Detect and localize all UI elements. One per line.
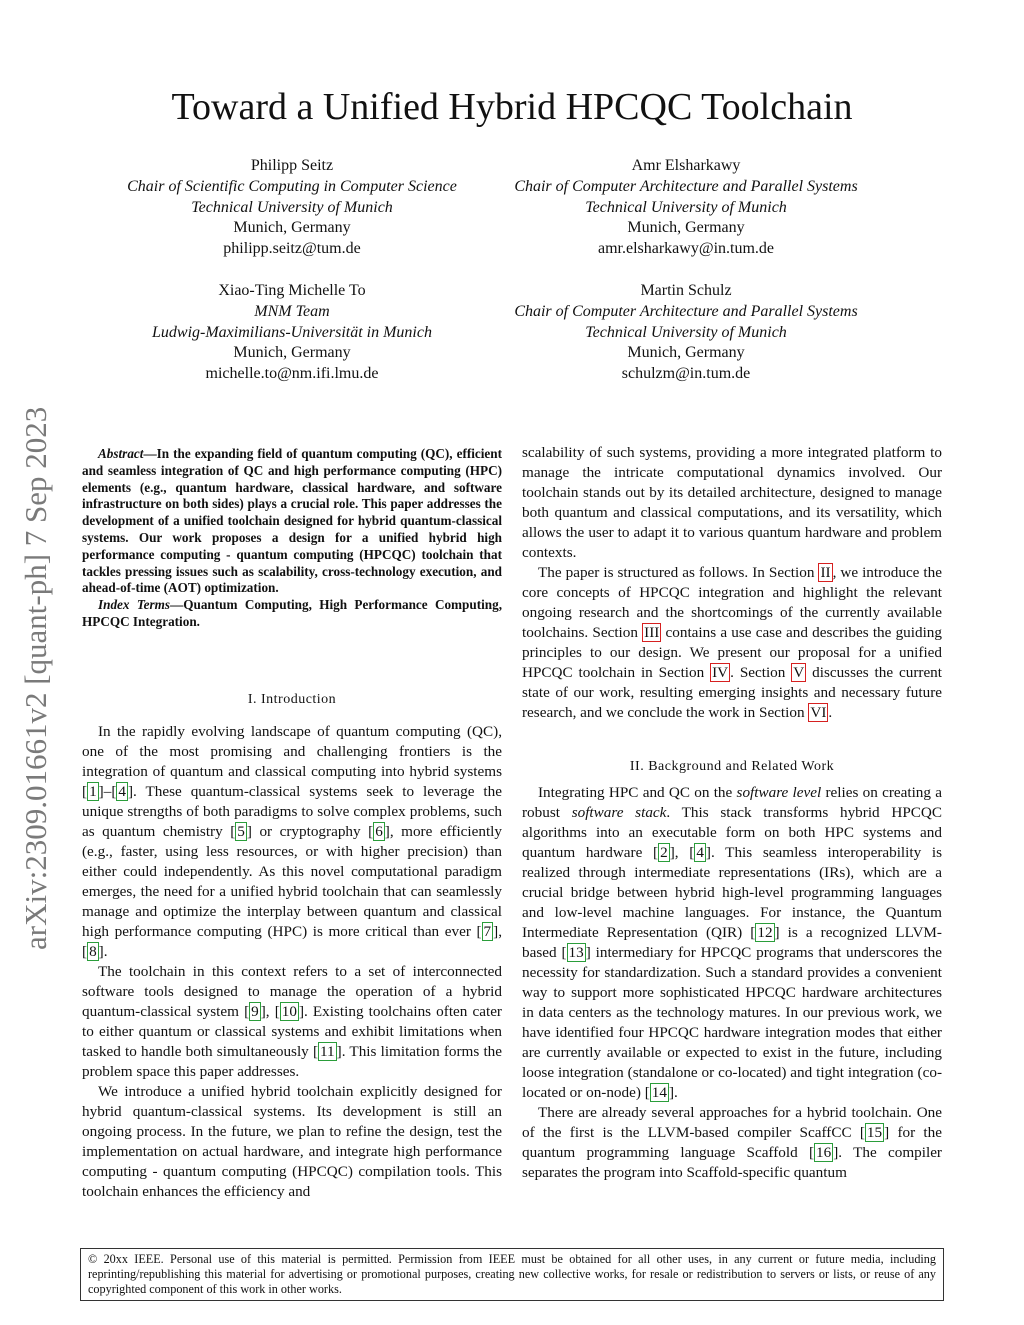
citation-link[interactable]: 11 <box>320 1043 335 1060</box>
author-name: Xiao-Ting Michelle To <box>218 282 366 299</box>
background-body <box>522 783 942 1183</box>
citation-link[interactable]: 6 <box>375 823 383 840</box>
citation-link[interactable]: 7 <box>483 923 492 940</box>
paper-title: Toward a Unified Hybrid HPCQC Toolchain <box>171 86 853 128</box>
citation-link[interactable]: 15 <box>866 1124 883 1141</box>
author-email[interactable]: philipp.seitz@tum.de <box>223 240 361 258</box>
citation-link[interactable]: 9 <box>251 1003 259 1020</box>
abstract <box>82 446 502 631</box>
paragraph: In the rapidly evolving landscape of quantum computing (QC), one of the most promising and challenging frontiers is the integration of quantum and classical computing into hybrid systems [ 1 ]–[ 4 ]. These quantum-classical systems seek to leverage the unique strengths of both paradigms to solve complex problems, such as quantum chemistry [ 5 ] or cryptography [ 6 ], more efficiently (e.g., faster, using less resources, or with higher precision) than either could independently. As this novel computational paradigm emerges, the need for a unified hybrid toolchain that can seamlessly manage and optimize the interplay between quantum and classical high performance computing (HPC) is more critical than ever [ 7 ], [ 8 ]. <box>82 723 502 960</box>
section-heading-introduction: I. Introduction <box>247 692 337 707</box>
author-block-to <box>92 281 492 385</box>
section-link[interactable]: V <box>793 664 805 681</box>
author-affiliation: Chair of Scientific Computing in Computer Science <box>127 177 457 195</box>
author-email[interactable]: michelle.to@nm.ifi.lmu.de <box>205 365 379 383</box>
author-email[interactable]: schulzm@in.tum.de <box>621 365 751 383</box>
author-name: Amr Elsharkawy <box>631 157 741 174</box>
arxiv-stamp: arXiv:2309.01661v2 [quant-ph] 7 Sep 2023 <box>18 406 53 950</box>
author-block-seitz <box>92 156 492 260</box>
author-city: Munich, Germany <box>233 219 351 237</box>
paragraph: The paper is structured as follows. In Section II , we introduce the core concepts of HPCQC integration and highlight the relevant ongoing research and the shortcomings of the currently available toolchains. Section III contains a use case and describes the guiding principles to our design. We present our proposal for a unified HPCQC toolchain in Section IV . Section V discusses the current state of our work, resulting emerging insights and necessary future research, and we conclude the work in Section VI . <box>522 564 942 721</box>
copyright-notice: © 20xx IEEE. Personal use of this material is permitted. Permission from IEEE must be obtained for all other uses, in any current or future media, including reprinting/republishing this material for advertising or promotional purposes, creating new collective works, for resale or redistribution to servers or lists, or reuse of any copyrighted component of this work in other works. <box>80 1248 944 1301</box>
author-affiliation: MNM Team <box>254 302 330 320</box>
citation-link[interactable]: 4 <box>696 844 704 861</box>
section-link[interactable]: III <box>644 624 660 641</box>
citation-link[interactable]: 8 <box>89 943 97 960</box>
author-city: Munich, Germany <box>627 344 745 362</box>
author-institution: Technical University of Munich <box>585 323 787 341</box>
right-column-body <box>522 443 942 723</box>
section-link[interactable]: IV <box>712 664 729 681</box>
citation-link[interactable]: 16 <box>816 1144 832 1161</box>
paragraph: The toolchain in this context refers to a set of interconnected software tools designed to manage the operation of a hybrid quantum-classical system [ 9 ], [ 10 ]. Existing toolchains often cater to either quantum or classical systems and exhibit limitations when tasked to handle both simultaneously [ 11 ]. This limitation forms the problem space this paper addresses. <box>82 963 503 1080</box>
index-terms-text: —Quantum Computing, High Performance Computing, HPCQC Integration. <box>82 597 502 629</box>
citation-link[interactable]: 14 <box>651 1084 667 1101</box>
paragraph: Integrating HPC and QC on the software level relies on creating a robust software stack. This stack transforms hybrid HPCQC algorithms into an executable form on both HPC systems and quantum hardware [ 2 ], [ 4 ]. This seamless interoperability is realized through intermediate representations (IRs), which are a crucial bridge between hybrid high-level programming languages and low-level machine languages. For instance, the Quantum Intermediate Representation (QIR) [ 12 ] is a recognized LLVM-based [ 13 ] intermediary for HPCQC programs that underscores the necessity for standardization. Such a standard provides a convenient way to support more sophisticated HPCQC hardware architectures in data centers as the technology matures. In our previous work, we have identified four HPCQC hardware integration modes that either are currently available or expected to exist in the future, including loose integration (standalone or co-located) and tight integration (co-located or on-node) [ 14 ]. <box>522 784 943 1101</box>
author-name: Philipp Seitz <box>250 157 334 174</box>
author-affiliation: Chair of Computer Architecture and Parallel Systems <box>514 302 858 320</box>
author-name: Martin Schulz <box>640 282 732 299</box>
paragraph: We introduce a unified hybrid toolchain explicitly designed for hybrid quantum-classical systems. Its development is still an ongoing process. In the future, we plan to refine the design, test the implementation on actual hardware, and integrate high performance computing - quantum computing (HPCQC) compilation tools. This toolchain enhances the efficiency and <box>82 1083 502 1200</box>
author-affiliation: Chair of Computer Architecture and Parallel Systems <box>514 177 858 195</box>
author-email[interactable]: amr.elsharkawy@in.tum.de <box>597 240 775 258</box>
citation-link[interactable]: 10 <box>281 1003 297 1020</box>
abstract-label: Abstract <box>98 446 144 461</box>
citation-link[interactable]: 13 <box>568 944 584 961</box>
paragraph: There are already several approaches for a hybrid toolchain. One of the first is the LLVM-based compiler ScaffCC [ 15 ] for the quantum programming language Scaffold [ 16 ]. The compiler separates the program into Scaffold-specific quantum <box>522 1104 942 1181</box>
paragraph: scalability of such systems, providing a more integrated platform to manage the intricate computational dynamics involved. Our toolchain stands out by its detailed architecture, designed to manage both quantum and classical computations, and its versatility, which allows the user to adapt it to various quantum hardware and problem contexts. <box>522 444 942 561</box>
author-block-elsharkawy <box>486 156 886 260</box>
citation-link[interactable]: 2 <box>660 844 668 861</box>
intro-body <box>82 722 502 1202</box>
author-institution: Ludwig-Maximilians-Universität in Munich <box>152 323 432 341</box>
author-city: Munich, Germany <box>233 344 351 362</box>
abstract-text: —In the expanding field of quantum computing (QC), efficient and seamless integration of QC and high performance computing (HPC) elements (e.g., quantum hardware, classical hardware, and software infrastructure on both sides) plays a crucial role. This paper addresses the development of a unified toolchain designed for hybrid quantum-classical systems. Our work proposes a design for a unified hybrid high performance computing - quantum computing (HPCQC) toolchain that tackles pressing issues such as scalability, cross-technology execution, and ahead-of-time (AOT) optimization. <box>82 446 502 596</box>
citation-link[interactable]: 12 <box>757 924 773 941</box>
index-terms-label: Index Terms <box>98 597 171 613</box>
section-heading-background: II. Background and Related Work <box>629 759 835 774</box>
citation-link[interactable]: 5 <box>237 823 245 840</box>
author-block-schulz <box>486 281 886 385</box>
author-institution: Technical University of Munich <box>191 198 393 216</box>
citation-link[interactable]: 4 <box>118 783 126 800</box>
section-link[interactable]: II <box>820 564 831 581</box>
author-city: Munich, Germany <box>627 219 745 237</box>
citation-link[interactable]: 1 <box>89 783 97 800</box>
author-institution: Technical University of Munich <box>585 198 787 216</box>
section-link[interactable]: VI <box>810 704 827 721</box>
